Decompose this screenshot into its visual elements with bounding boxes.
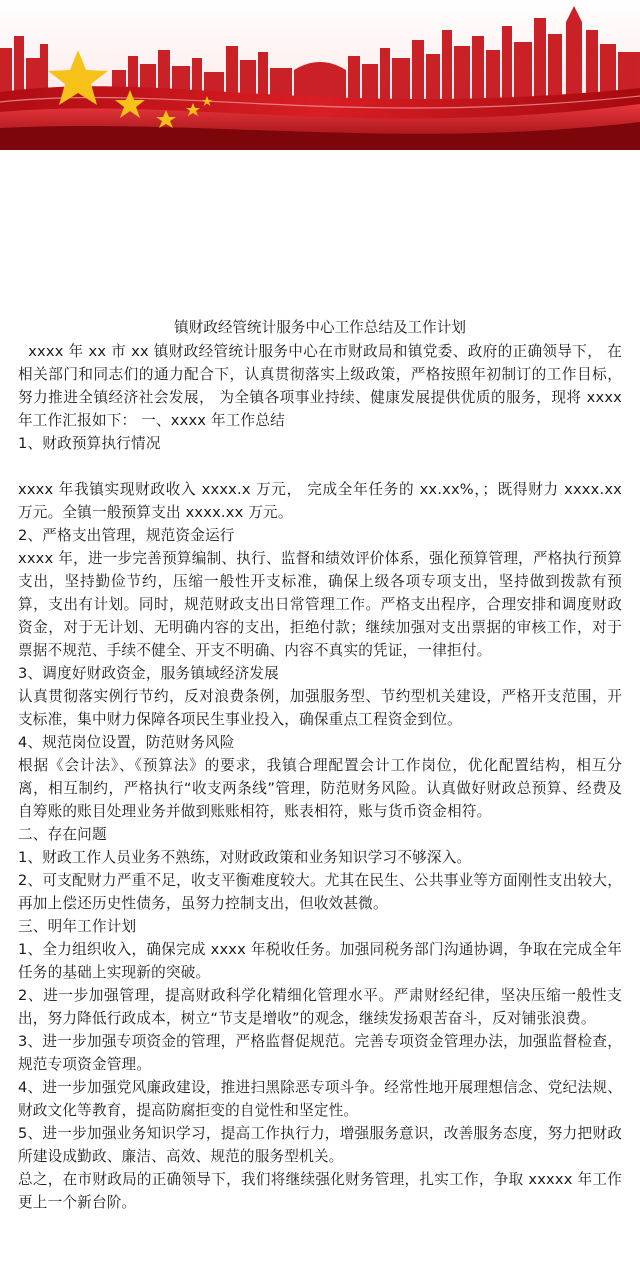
- paragraph-plan-1: 1、全力组织收入，确保完成 xxxx 年税收任务。加强同税务部门沟通协调，争取在完成全年任务的基础上实现新的突破。: [18, 941, 622, 981]
- paragraph-plan-5: 5、进一步加强业务知识学习，提高工作执行力，增强服务意识，改善服务态度，努力把财政所建设成勤政、廉洁、高效、规范的服务型机关。: [18, 1125, 622, 1165]
- paragraph-expenditure: xxxx 年，进一步完善预算编制、执行、监督和绩效评价体系，强化预算管理，严格执行预算支出，坚持勤俭节约，压缩一般性开支标准，确保上级各项专项支出，坚持做到拨款有预算，支出有计划。同时，规范财政支出日常管理工作。严格支出程序，合理安排和调度财政资金，对于无计划、无明确内容的支出，拒绝付款；继续加强对支出票据的审核工作，对于票据不规范、手续不健全、开支不明确、内容不真实的凭证，一律拒付。: [18, 550, 622, 659]
- paragraph-problem-2: 2、可支配财力严重不足，收支平衡难度较大。尤其在民生、公共事业等方面刚性支出较大，再加上偿还历史性债务，虽努力控制支出，但收效甚微。: [18, 872, 622, 912]
- heading-expenditure-management: 2、严格支出管理，规范资金运行: [18, 527, 235, 544]
- paragraph-plan-2: 2、进一步加强管理，提高财政科学化精细化管理水平。严肃财经纪律，坚决压缩一般性支出，努力降低行政成本，树立“节支是增收”的观念，继续发扬艰苦奋斗，反对铺张浪费。: [18, 987, 622, 1027]
- heading-problems: 二、存在问题: [18, 826, 107, 843]
- paragraph-conclusion: 总之，在市财政局的正确领导下，我们将继续强化财务管理，扎实工作，争取 xxxxx 年工作更上一个新台阶。: [18, 1171, 622, 1211]
- paragraph-post-setting: 根据《会计法》、《预算法》的要求，我镇合理配置会计工作岗位，优化配置结构，相互分离，相互制约，严格执行“收支两条线”管理，防范财务风险。认真做好财政总预算、经费及自筹账的账目处理业务并做到账账相符，账表相符，账与货币资金相符。: [18, 757, 622, 820]
- heading-post-setting: 4、规范岗位设置，防范财务风险: [18, 734, 235, 751]
- document-title: 镇财政经管统计服务中心工作总结及工作计划: [174, 319, 466, 336]
- blank-line: [18, 455, 622, 478]
- paragraph-problem-1: 1、财政工作人员业务不熟练，对财政政策和业务知识学习不够深入。: [18, 849, 472, 866]
- heading-fund-dispatch: 3、调度好财政资金，服务镇域经济发展: [18, 665, 279, 682]
- header-banner: [0, 0, 640, 150]
- paragraph-fund-dispatch: 认真贯彻落实例行节约，反对浪费条例，加强服务型、节约型机关建设，严格开支范围，开支标准，集中财力保障各项民生事业投入，确保重点工程资金到位。: [18, 688, 622, 728]
- heading-next-year-plan: 三、明年工作计划: [18, 918, 137, 935]
- heading-budget-execution: 1、财政预算执行情况: [18, 435, 161, 452]
- city-skyline-banner: [0, 0, 640, 150]
- paragraph-plan-3: 3、进一步加强专项资金的管理，严格监督促规范。完善专项资金管理办法，加强监督检查，规范专项资金管理。: [18, 1033, 622, 1073]
- paragraph-intro: xxxx 年 xx 市 xx 镇财政经管统计服务中心在市财政局和镇党委、政府的正确领导下， 在相关部门和同志们的通力配合下，认真贯彻落实上级政策，严格按照年初制订的工作目标，努力推进全镇经济社会发展， 为全镇各项事业持续、健康发展提供优质的服务，现将 xxxx 年工作汇报如下： 一、xxxx 年工作总结: [18, 343, 622, 429]
- document-body: [18, 316, 622, 1214]
- paragraph-plan-4: 4、进一步加强党风廉政建设，推进扫黑除恶专项斗争。经常性地开展理想信念、党纪法规、财政文化等教育，提高防腐拒变的自觉性和坚定性。: [18, 1079, 622, 1119]
- paragraph-revenue: xxxx 年我镇实现财政收入 xxxx.x 万元， 完成全年任务的 xx.xx%，；既得财力 xxxx.xx 万元。全镇一般预算支出 xxxx.xx 万元。: [18, 481, 622, 521]
